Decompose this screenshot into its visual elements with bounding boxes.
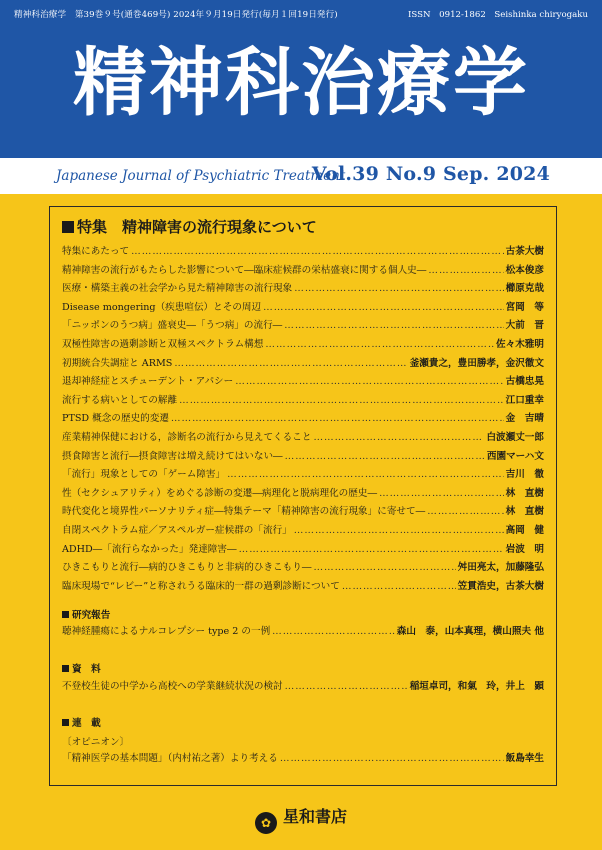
leader-dots: [272, 626, 395, 637]
entry-author: 林 直樹: [505, 506, 544, 518]
entry-author: 森山 泰，山本真理，横山照夫 他: [396, 626, 544, 637]
toc-entry: [62, 578, 544, 597]
toc-entry: [62, 448, 544, 467]
entry-author: 西園マーハ文: [486, 450, 544, 462]
entry-author: 宮岡 等: [505, 301, 544, 313]
series-entry: [62, 750, 544, 769]
series-heading: [62, 715, 101, 729]
leader-dots: [263, 302, 504, 313]
material-heading-text: 資 料: [72, 664, 101, 675]
entry-author: 古橋忠晃: [505, 376, 544, 388]
entry-title: 自閉スペクトラム症／アスペルガー症候群の「流行」: [62, 524, 292, 536]
entry-author: 白波瀬丈一郎: [486, 431, 544, 443]
toc-entry: [62, 485, 544, 504]
entry-title: 双極性障害の過剰診断と双極スペクトラム構想: [62, 338, 264, 350]
entry-author: 笠貫浩史，古茶大樹: [457, 580, 544, 592]
entry-title: 精神障害の流行がもたらした影響について―臨床症候群の栄枯盛衰に関する個人史―: [62, 264, 427, 276]
leader-dots: [235, 376, 503, 387]
leader-dots: [179, 395, 504, 406]
header-band: [0, 0, 602, 158]
entry-author: 高岡 健: [505, 524, 544, 536]
toc-entry: [62, 355, 544, 374]
leader-dots: [294, 525, 504, 536]
series-heading-text: 連 載: [72, 718, 101, 729]
toc-entry: [62, 410, 544, 429]
entry-title: 退却神経症とスチューデント・アパシー: [62, 376, 234, 388]
special-entries: [62, 243, 544, 596]
toc-entry: [62, 559, 544, 578]
entry-author: 稲垣卓司，和氣 玲，井上 顕: [409, 681, 544, 692]
entry-author: 林 直樹: [505, 487, 544, 499]
publication-info: 精神科治療学 第39巻９号(通巻469号) 2024年９月19日発行(毎月１回19日発行): [14, 10, 338, 20]
entry-author: 釜瀬貴之，豊田勝孝，金沢徹文: [409, 357, 544, 369]
toc-entry: [62, 750, 544, 769]
entry-title: 産業精神保健における，診断名の流行から見えてくること: [62, 431, 312, 443]
entry-title: Disease mongering（疾患喧伝）とその周辺: [62, 301, 262, 313]
entry-title: PTSD 概念の歴史的変遷: [62, 413, 169, 425]
issn: ISSN 0912-1862 Seishinka chiryogaku: [408, 10, 588, 20]
research-entry: [62, 623, 544, 642]
leader-dots: [171, 413, 504, 424]
entry-title: 特集にあたって: [62, 246, 130, 257]
publisher-logo-icon: ✿: [255, 812, 277, 834]
entry-title: 性（セクシュアリティ）をめぐる診断の変遷―病理化と脱病理化の歴史―: [62, 487, 378, 499]
leader-dots: [280, 753, 504, 764]
toc-entry: [62, 317, 544, 336]
toc-entry: [62, 262, 544, 281]
toc-entry: [62, 466, 544, 485]
entry-author: 吉川 徹: [505, 469, 544, 481]
entry-author: 舛田亮太，加藤隆弘: [457, 562, 544, 574]
leader-dots: [313, 432, 484, 443]
toc-entry: [62, 503, 544, 522]
toc-entry: [62, 336, 544, 355]
toc-entry: [62, 678, 544, 697]
entry-title: 医療・構築主義の社会学から見た精神障害の流行現象: [62, 283, 293, 295]
square-bullet-icon: [62, 611, 69, 618]
entry-author: 江口重幸: [505, 394, 544, 406]
leader-dots: [342, 581, 456, 592]
entry-title: 不登校生徒の中学から高校への学業継続状況の検討: [62, 681, 283, 692]
toc-entry: [62, 541, 544, 560]
material-heading: [62, 661, 101, 675]
leader-dots: [174, 358, 407, 369]
entry-title: 時代変化と境界性パーソナリティ症―特集テーマ「精神障害の流行現象」に寄せて―: [62, 506, 426, 518]
entry-title: ADHD―「流行らなかった」発達障害―: [62, 543, 237, 555]
toc-entry: [62, 280, 544, 299]
journal-title: 精神科治療学: [73, 40, 529, 126]
leader-dots: [285, 451, 485, 462]
material-entry: [62, 678, 544, 697]
volume-issue: Vol.39 No.9 Sep. 2024: [311, 163, 550, 185]
entry-title: 聴神経腫瘍によるナルコレプシー type 2 の一例: [62, 626, 271, 637]
leader-dots: [428, 265, 503, 276]
square-bullet-icon: [62, 221, 74, 233]
leader-dots: [284, 320, 503, 331]
leader-dots: [265, 339, 494, 350]
entry-title: 「精神医学の基本問題」（内村祐之著）より考える: [62, 753, 278, 764]
entry-author: 飯島幸生: [505, 753, 544, 764]
toc-entry: [62, 429, 544, 448]
entry-title: ひきこもりと流行―病的ひきこもりと非病的ひきこもり―: [62, 562, 312, 574]
entry-author: 佐々木雅明: [496, 338, 544, 350]
leader-dots: [227, 469, 504, 480]
publisher-name: 星和書店: [282, 807, 347, 826]
series-subheading: 〔オピニオン〕: [62, 737, 130, 748]
entry-title: 初期統合失調症と ARMS: [62, 357, 173, 369]
leader-dots: [294, 283, 503, 294]
leader-dots: [379, 488, 504, 499]
research-heading: [62, 607, 110, 621]
special-heading: [62, 216, 317, 237]
toc-entry: [62, 299, 544, 318]
leader-dots: [239, 544, 504, 555]
special-heading-text: 特集 精神障害の流行現象について: [77, 218, 317, 236]
english-title: Japanese Journal of Psychiatric Treatment: [56, 168, 346, 184]
research-heading-text: 研究報告: [72, 610, 111, 621]
entry-title: 「ニッポンのうつ病」盛衰史―「うつ病」の流行―: [62, 320, 283, 332]
entry-author: 古茶大樹: [505, 246, 544, 257]
entry-title: 臨床現場で“レビー”と称されうる臨床的一群の過剰診断について: [62, 580, 340, 592]
toc-entry: [62, 243, 544, 262]
entry-author: 岩波 明: [505, 543, 544, 555]
toc-entry: [62, 623, 544, 642]
leader-dots: [313, 562, 455, 573]
square-bullet-icon: [62, 665, 69, 672]
entry-title: 流行する病いとしての解離: [62, 394, 178, 406]
toc-entry: [62, 392, 544, 411]
toc-entry: [62, 373, 544, 392]
entry-author: 松本俊彦: [505, 264, 544, 276]
publisher: [0, 804, 602, 834]
entry-author: 金 吉晴: [505, 413, 544, 425]
entry-author: 櫛原克哉: [505, 283, 544, 295]
leader-dots: [427, 506, 503, 517]
entry-author: 大前 晋: [505, 320, 544, 332]
entry-title: 摂食障害と流行―摂食障害は増え続けてはいない―: [62, 450, 283, 462]
square-bullet-icon: [62, 719, 69, 726]
leader-dots: [285, 681, 408, 692]
entry-title: 「流行」現象としての「ゲーム障害」: [62, 469, 226, 481]
toc-entry: [62, 522, 544, 541]
leader-dots: [131, 246, 503, 257]
